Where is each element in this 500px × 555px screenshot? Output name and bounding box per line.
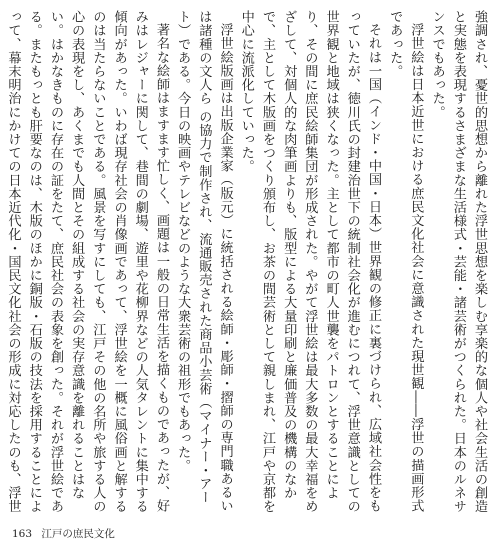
paragraph-2: 浮世絵は日本近世における庶民文化社会に意識された現世観――浮世の描画形式であった。 — [387, 10, 424, 513]
paragraph-3: それは一国（インド・中国・日本）世界観の修正に裏づけられ、広域社会性をもっていたが、徳川氏の封建治世下の統制社会化が進むにつれて、浮世意識としての世界観と地域は狭くなった。主として都市の町人世襲をパトロンとすることにより、その間に庶民絵師集団が形成された。やがて浮世絵は最大多数の最大幸福をめざして、対個人的な肉筆画よりも、版型による大量印刷と廉価普及の機構のなかで、主として木版画をつくり頒布し、お茶の間芸術として親しまれ、江戸や京都を中心に流派化していった。 — [238, 10, 381, 514]
paragraph-4: 浮世絵版画は出版企業家（版元）に統括される絵師・彫師・摺師の専門職あるいは諸種の文人ら の協力で制作され、流通販売された商品小芸術（マイナー・アート）である。今日の映画やテレビなどのような大衆芸術の祖形でもあった。 — [175, 10, 233, 513]
running-title: 江戸の庶民文化 — [41, 528, 115, 540]
paragraph-5: 著名な絵師はますます忙しく、画題は一般の日常生活を描くものであったが、好みはレジャーに関して、巷間の劇場、遊里や花柳界などの人気タレントに集中する傾向があった。いわば現存社会の肖像画であって、浮世絵を一概に風俗画と解するのは当たらないことである。風景を写すにしても、江戸その他の名所や旅する人の心の表現をし、あくまでも人間とその組成する社会の実存意識を離れることはない。はかなきものに存在の証をたて、庶民社会の表象を創った。それが浮世絵である。またもっとも肝要なのは、木版のほかに銅版・石版の技法を採用することによって、幕末明治にかけての日本近代化・国民文化社会の形成に対応したのも、浮世 — [5, 10, 169, 514]
page-footer — [12, 526, 115, 541]
page-number: 163 — [12, 528, 33, 540]
paragraph-1: 強調され、憂世的思想から離れた浮世思想を楽しむ享楽的な個人や社会生活の創造と実態を表現するさまざまな生活様式・芸能・諸芸術がつくられた。日本のルネサンスでもあった。 — [429, 10, 487, 514]
vertical-text-body — [5, 10, 490, 515]
